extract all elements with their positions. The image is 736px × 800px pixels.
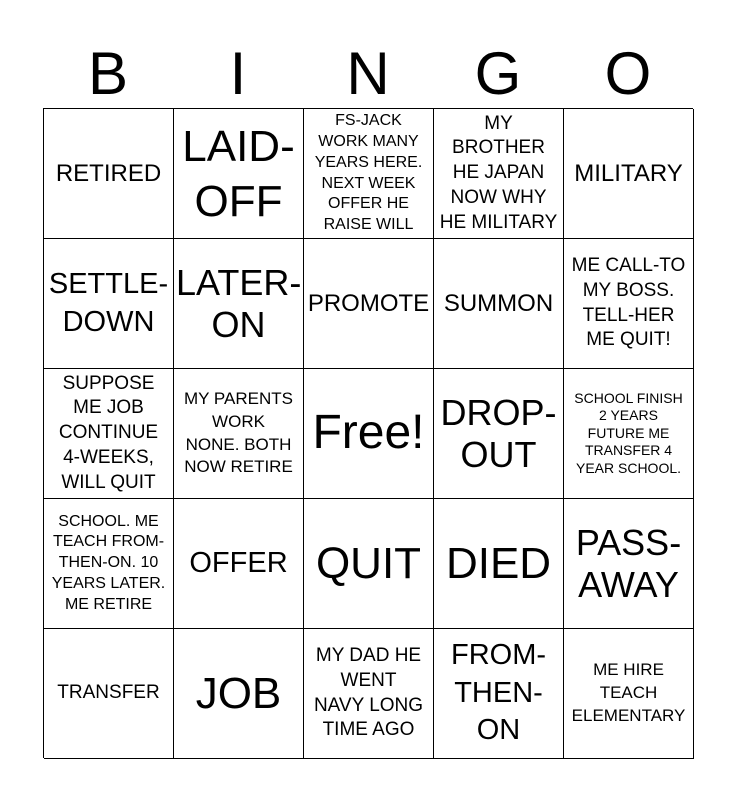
- bingo-cell-r1c3[interactable]: [304, 109, 434, 239]
- cell-text: LAID- OFF: [182, 121, 295, 226]
- cell-text: FROM- THEN- ON: [450, 638, 547, 747]
- header-letter-n: N: [346, 40, 390, 107]
- bingo-cell-r1c4[interactable]: [434, 109, 564, 239]
- cell-text: PROMOTE: [307, 289, 430, 317]
- bingo-cell-r2c4[interactable]: [434, 239, 564, 369]
- bingo-cell-r5c3[interactable]: [304, 629, 434, 759]
- bingo-cell-r3c2[interactable]: [174, 369, 304, 499]
- cell-text: MY DAD HE WENT NAVY LONG TIME AGO: [313, 645, 424, 741]
- bingo-cell-r4c3[interactable]: [304, 499, 434, 629]
- bingo-cell-r4c1[interactable]: [44, 499, 174, 629]
- free-space: Free!: [312, 406, 425, 460]
- cell-text: ME HIRE TEACH ELEMENTARY: [571, 660, 686, 725]
- bingo-cell-r4c2[interactable]: [174, 499, 304, 629]
- header-letter-g: G: [474, 40, 522, 107]
- cell-text: PASS- AWAY: [575, 522, 682, 605]
- bingo-cell-r3c3[interactable]: [304, 369, 434, 499]
- bingo-cell-r1c5[interactable]: [564, 109, 694, 239]
- cell-text: MY BROTHER HE JAPAN NOW WHY HE MILITARY: [439, 112, 558, 233]
- cell-text: QUIT: [315, 539, 422, 588]
- cell-text: SUPPOSE ME JOB CONTINUE 4-WEEKS, WILL QUIT: [58, 372, 159, 493]
- bingo-header: [43, 40, 693, 108]
- bingo-cell-r4c5[interactable]: [564, 499, 694, 629]
- bingo-cell-r2c5[interactable]: [564, 239, 694, 369]
- header-letter-b: B: [87, 40, 129, 107]
- bingo-cell-r5c2[interactable]: [174, 629, 304, 759]
- bingo-board: [43, 108, 693, 758]
- cell-text: SCHOOL FINISH 2 YEARS FUTURE ME TRANSFER 4 YEAR SCHOOL.: [574, 389, 683, 476]
- cell-text: JOB: [195, 669, 282, 718]
- bingo-cell-r3c1[interactable]: [44, 369, 174, 499]
- cell-text: DIED: [445, 539, 552, 588]
- bingo-cell-r2c2[interactable]: [174, 239, 304, 369]
- bingo-cell-r3c4[interactable]: [434, 369, 564, 499]
- cell-text: SUMMON: [443, 289, 554, 317]
- cell-text: FS-JACK WORK MANY YEARS HERE. NEXT WEEK OFFER HE RAISE WILL: [314, 112, 423, 234]
- cell-text: DROP- OUT: [440, 392, 557, 475]
- bingo-cell-r2c3[interactable]: [304, 239, 434, 369]
- cell-text: LATER- ON: [176, 262, 302, 345]
- header-letter-i: I: [229, 40, 247, 107]
- bingo-cell-r4c4[interactable]: [434, 499, 564, 629]
- bingo-cell-r2c1[interactable]: [44, 239, 174, 369]
- cell-text: MY PARENTS WORK NONE. BOTH NOW RETIRE: [184, 388, 293, 477]
- cell-text: MILITARY: [574, 159, 683, 187]
- bingo-cell-r5c1[interactable]: [44, 629, 174, 759]
- cell-text: SCHOOL. ME TEACH FROM- THEN-ON. 10 YEARS LATER. ME RETIRE: [51, 512, 166, 613]
- bingo-cell-r5c4[interactable]: [434, 629, 564, 759]
- cell-text: OFFER: [189, 546, 288, 579]
- bingo-cell-r1c2[interactable]: [174, 109, 304, 239]
- bingo-cell-r5c5[interactable]: [564, 629, 694, 759]
- bingo-cell-r3c5[interactable]: [564, 369, 694, 499]
- header-letter-o: O: [604, 40, 652, 107]
- cell-text: ME CALL-TO MY BOSS. TELL-HER ME QUIT!: [571, 255, 686, 351]
- cell-text: TRANSFER: [57, 682, 160, 704]
- cell-text: RETIRED: [55, 159, 162, 187]
- cell-text: SETTLE- DOWN: [48, 267, 169, 338]
- bingo-cell-r1c1[interactable]: [44, 109, 174, 239]
